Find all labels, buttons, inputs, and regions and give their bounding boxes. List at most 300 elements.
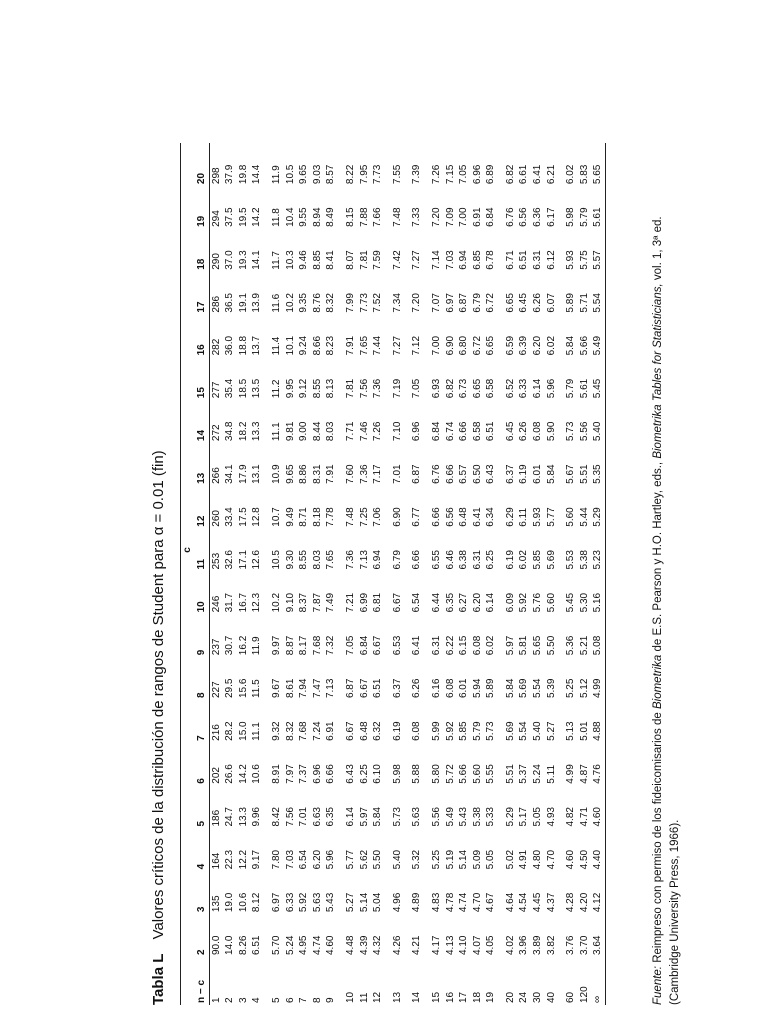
table-cell: 5.16: [591, 572, 605, 615]
table-cell: 8.03: [325, 421, 337, 442]
table-cell: 6.48: [358, 721, 370, 741]
table-cell: 7.13: [325, 678, 337, 699]
table-cell: 4.67: [485, 892, 497, 913]
row-label: 40: [545, 991, 557, 1003]
table-cell: 4.21: [411, 935, 423, 955]
table-cell: 5.97: [504, 635, 516, 656]
row-label: 10: [344, 991, 356, 1003]
table-cell: 4.76: [591, 743, 605, 786]
table-row: [531, 143, 545, 1005]
table-cell: 6.91: [471, 207, 483, 227]
table-cell: 6.50: [471, 464, 483, 484]
column-header: 20: [195, 143, 209, 186]
corner-blank: [181, 957, 196, 1005]
table-cell: 3.89: [532, 935, 544, 955]
table-cell: 34.1: [224, 464, 236, 484]
table-cell: 6.19: [518, 464, 530, 484]
table-row: [209, 143, 223, 1005]
table-cell: 6.01: [458, 678, 470, 699]
table-cell: 5.92: [298, 892, 310, 913]
table-cell: 6.02: [518, 550, 530, 570]
table-row: [297, 143, 311, 1005]
table-cell: 8.07: [344, 250, 356, 270]
row-label: 2: [224, 997, 236, 1003]
table-cell: 4.60: [325, 935, 337, 955]
table-cell: 9.03: [311, 164, 323, 185]
table-cell: 5.56: [578, 421, 590, 442]
table-cell: 8.71: [298, 507, 310, 527]
column-header: 7: [195, 700, 209, 743]
table-cell: 18.5: [237, 378, 249, 399]
table-cell: 6.26: [411, 678, 423, 699]
table-cell: 6.67: [391, 592, 403, 613]
table-cell: 5.60: [471, 764, 483, 784]
table-cell: 5.01: [578, 721, 590, 741]
table-cell: 7.81: [344, 378, 356, 399]
table-cell: 5.84: [504, 678, 516, 699]
table-cell: 7.55: [391, 164, 403, 185]
column-header: 6: [195, 743, 209, 786]
table-cell: 6.87: [458, 293, 470, 313]
table-cell: 5.79: [565, 378, 577, 399]
table-cell: 6.97: [270, 892, 282, 913]
table-cell: 4.02: [504, 935, 516, 955]
table-cell: 8.87: [284, 635, 296, 656]
table-cell: 6.51: [372, 678, 384, 699]
column-header: 18: [195, 229, 209, 272]
table-cell: 4.45: [532, 892, 544, 913]
table-cell: 8.57: [325, 164, 337, 185]
table-cell: 6.54: [411, 592, 423, 613]
table-caption: Valores críticos de la distribución de rangos de Student para α = 0.01 (fin): [150, 450, 167, 940]
table-cell: 5.40: [391, 849, 403, 870]
table-cell: 7.71: [344, 421, 356, 442]
table-cell: 9.49: [284, 507, 296, 527]
table-cell: 8.32: [284, 721, 296, 741]
table-cell: 4.32: [372, 935, 384, 955]
table-cell: 5.38: [471, 807, 483, 827]
table-cell: 5.27: [545, 721, 557, 741]
table-cell: 17.1: [237, 550, 249, 570]
table-row: [371, 143, 385, 1005]
table-cell: 5.98: [565, 207, 577, 227]
table-row: [358, 143, 372, 1005]
table-row: [237, 143, 251, 1005]
footnote: [650, 105, 684, 1005]
table-cell: 13.7: [251, 335, 263, 356]
table-cell: 5.33: [485, 807, 497, 827]
table-cell: 11.2: [270, 379, 282, 399]
table-cell: 37.9: [224, 164, 236, 185]
table-cell: 31.7: [224, 592, 236, 613]
table-cell: 7.56: [358, 378, 370, 399]
table-cell: 6.82: [444, 378, 456, 399]
row-label: 60: [565, 991, 577, 1003]
footnote-text-3: vol. 1, 3ª ed.: [652, 216, 664, 281]
table-cell: 5.57: [591, 229, 605, 272]
table-cell: 11.7: [270, 251, 282, 270]
table-cell: 6.84: [485, 207, 497, 227]
table-cell: 6.80: [458, 335, 470, 356]
table-cell: 6.58: [485, 378, 497, 399]
table-cell: 5.50: [545, 635, 557, 656]
table-cell: 14.2: [237, 764, 249, 784]
table-cell: 5.69: [504, 721, 516, 741]
table-cell: 8.42: [270, 807, 282, 827]
table-cell: 5.80: [430, 764, 442, 784]
column-header: 12: [195, 486, 209, 529]
table-cell: 7.03: [444, 250, 456, 270]
table-cell: 5.02: [504, 849, 516, 870]
table-cell: 11.1: [270, 422, 282, 442]
table-cell: 6.41: [471, 507, 483, 527]
table-cell: 6.31: [532, 250, 544, 270]
table-cell: 24.7: [224, 807, 236, 827]
table-cell: 7.19: [391, 378, 403, 399]
table-cell: 4.20: [578, 892, 590, 913]
table-cell: 5.19: [444, 849, 456, 870]
table-cell: 8.55: [311, 378, 323, 399]
table-cell: 19.3: [237, 250, 249, 270]
table-cell: 6.26: [532, 293, 544, 313]
table-cell: 277: [210, 381, 222, 399]
table-cell: 6.94: [372, 550, 384, 570]
table-cell: 8.22: [344, 164, 356, 185]
table-cell: 14.0: [224, 935, 236, 955]
table-cell: 9.17: [251, 849, 263, 870]
table-cell: 5.90: [545, 421, 557, 442]
table-cell: 7.01: [391, 464, 403, 484]
table-cell: 6.97: [444, 293, 456, 313]
table-row: [578, 143, 592, 1005]
table-cell: 9.30: [284, 550, 296, 570]
table-cell: 5.13: [565, 721, 577, 741]
table-cell: 3.96: [518, 935, 530, 955]
table-cell: 5.14: [458, 849, 470, 870]
table-cell: 4.70: [471, 892, 483, 913]
table-label: Tabla L: [150, 953, 167, 1005]
table-cell: 7.65: [358, 335, 370, 356]
table-cell: 186: [210, 809, 222, 827]
table-body: [209, 143, 605, 1005]
critical-values-table: [180, 143, 606, 1005]
table-cell: 14.1: [251, 250, 263, 270]
table-cell: 6.51: [518, 250, 530, 270]
table-cell: 4.80: [532, 849, 544, 870]
table-cell: 5.84: [372, 807, 384, 827]
table-cell: 6.10: [372, 764, 384, 784]
table-cell: 6.72: [471, 335, 483, 356]
table-cell: 19.8: [237, 164, 249, 185]
table-cell: 5.05: [485, 849, 497, 870]
table-cell: 13.5: [251, 378, 263, 399]
table-cell: 6.66: [325, 764, 337, 784]
row-label: 19: [485, 991, 497, 1003]
table-cell: 19.5: [237, 207, 249, 227]
table-cell: 5.77: [545, 507, 557, 527]
table-row: [457, 143, 471, 1005]
table-cell: 6.14: [532, 378, 544, 399]
table-cell: 6.08: [532, 421, 544, 442]
table-cell: 294: [210, 210, 222, 227]
table-cell: 7.56: [284, 807, 296, 827]
table-cell: 5.96: [545, 378, 557, 399]
table-cell: 5.49: [591, 315, 605, 358]
table-cell: 5.60: [545, 592, 557, 613]
table-cell: 7.05: [458, 164, 470, 185]
table-cell: 7.26: [372, 421, 384, 442]
table-cell: 8.15: [344, 207, 356, 227]
table-row: [284, 143, 298, 1005]
table-cell: 286: [210, 295, 222, 313]
table-cell: 4.07: [471, 935, 483, 955]
table-row: [250, 143, 264, 1005]
table-cell: 6.25: [358, 764, 370, 784]
table-cell: 5.11: [545, 764, 557, 784]
table-cell: 19.1: [237, 293, 249, 313]
table-cell: 10.9: [270, 464, 282, 484]
table-cell: 36.5: [224, 293, 236, 313]
table-cell: 13.3: [251, 421, 263, 442]
table-cell: 8.18: [311, 507, 323, 527]
table-cell: 6.91: [325, 721, 337, 741]
table-cell: 5.61: [591, 186, 605, 229]
table-cell: 7.10: [391, 421, 403, 442]
table-cell: 4.54: [518, 892, 530, 913]
table-cell: 7.37: [298, 764, 310, 784]
table-cell: 5.39: [545, 678, 557, 699]
table-cell: 7.00: [458, 207, 470, 227]
table-cell: 4.40: [591, 829, 605, 872]
table-row: [264, 143, 284, 1005]
table-cell: 8.26: [237, 935, 249, 955]
table-cell: 7.48: [344, 507, 356, 527]
table-row: [484, 143, 498, 1005]
table-cell: 5.27: [344, 892, 356, 913]
table-cell: 13.1: [251, 464, 263, 484]
table-cell: 37.0: [224, 250, 236, 270]
table-cell: 10.6: [237, 892, 249, 913]
table-cell: 6.32: [372, 721, 384, 741]
table-cell: 7.91: [325, 464, 337, 484]
column-header: 10: [195, 572, 209, 615]
table-cell: 6.44: [430, 592, 442, 613]
table-cell: 12.3: [251, 592, 263, 613]
table-row: [223, 143, 237, 1005]
row-label: 24: [518, 991, 530, 1003]
table-cell: 6.61: [518, 164, 530, 185]
table-cell: 4.74: [311, 935, 323, 955]
table-cell: 4.82: [565, 807, 577, 827]
table-cell: 7.09: [444, 207, 456, 227]
column-header: 19: [195, 186, 209, 229]
table-cell: 6.08: [471, 635, 483, 656]
table-cell: 4.83: [430, 892, 442, 913]
table-cell: 6.67: [372, 635, 384, 656]
table-cell: 6.02: [565, 164, 577, 185]
row-label: 8: [311, 997, 323, 1003]
table-cell: 4.60: [591, 786, 605, 829]
table-cell: 5.60: [565, 507, 577, 527]
row-label: 18: [471, 991, 483, 1003]
table-cell: 8.66: [311, 335, 323, 356]
table-cell: 8.61: [284, 678, 296, 699]
table-cell: 7.20: [411, 293, 423, 313]
table-cell: 282: [210, 338, 222, 356]
table-cell: 5.40: [532, 721, 544, 741]
table-cell: 6.77: [411, 507, 423, 527]
table-cell: 4.87: [578, 764, 590, 784]
table-cell: 7.48: [391, 207, 403, 227]
table-cell: 9.55: [298, 207, 310, 227]
table-cell: 6.59: [504, 335, 516, 356]
table-cell: 6.29: [504, 507, 516, 527]
table-cell: 9.00: [298, 421, 310, 442]
row-label: 4: [251, 997, 263, 1003]
table-cell: 11.1: [251, 722, 263, 741]
table-cell: 16.2: [237, 635, 249, 656]
table-cell: 5.77: [344, 849, 356, 870]
table-cell: 9.65: [298, 164, 310, 185]
table-cell: 5.92: [518, 592, 530, 613]
table-cell: 6.25: [485, 550, 497, 570]
table-cell: 5.54: [532, 678, 544, 699]
table-cell: 6.54: [298, 849, 310, 870]
table-cell: 6.41: [411, 635, 423, 656]
table-cell: 3.64: [591, 914, 605, 957]
table-cell: 7.88: [358, 207, 370, 227]
column-header: 3: [195, 871, 209, 914]
table-cell: 6.19: [391, 721, 403, 741]
row-label: 30: [532, 991, 544, 1003]
table-cell: 7.27: [411, 250, 423, 270]
table-cell: 6.55: [430, 550, 442, 570]
table-cell: 260: [210, 510, 222, 527]
table-cell: 5.25: [430, 849, 442, 870]
table-cell: 19.0: [224, 892, 236, 913]
table-cell: 7.15: [444, 164, 456, 185]
table-cell: 6.82: [504, 164, 516, 185]
table-cell: 15.6: [237, 678, 249, 699]
table-cell: 5.97: [358, 807, 370, 827]
table-cell: 3.76: [565, 935, 577, 955]
table-cell: 5.75: [578, 250, 590, 270]
table-cell: 4.26: [391, 935, 403, 955]
table-row: [545, 143, 559, 1005]
table-cell: 7.39: [411, 164, 423, 185]
table-cell: 5.65: [532, 635, 544, 656]
table-cell: 9.67: [270, 678, 282, 699]
row-label: 14: [411, 991, 423, 1003]
table-cell: 7.46: [358, 421, 370, 442]
table-cell: 33.4: [224, 507, 236, 527]
table-cell: 6.66: [411, 550, 423, 570]
table-cell: 6.08: [411, 721, 423, 741]
table-row: [558, 143, 578, 1005]
table-cell: 6.65: [485, 335, 497, 356]
table-cell: 6.65: [504, 293, 516, 313]
table-cell: 28.2: [224, 721, 236, 741]
table-cell: 6.79: [471, 293, 483, 313]
table-cell: 6.33: [284, 892, 296, 913]
table-cell: 3.70: [578, 935, 590, 955]
table-cell: 5.93: [532, 507, 544, 527]
table-cell: 10.1: [284, 335, 296, 356]
table-cell: 5.29: [591, 486, 605, 529]
table-cell: 8.23: [325, 335, 337, 356]
table-cell: 6.02: [485, 635, 497, 656]
table-cell: 7.36: [358, 464, 370, 484]
table-cell: 5.24: [532, 764, 544, 784]
table-cell: 5.67: [565, 464, 577, 484]
table-cell: 6.19: [504, 550, 516, 570]
table-cell: 7.33: [411, 207, 423, 227]
table-cell: 5.35: [591, 443, 605, 486]
footnote-text-1: Reimpreso con permiso de los fideicomisarios de: [652, 712, 664, 963]
table-cell: 10.2: [284, 293, 296, 313]
table-cell: 13.9: [251, 293, 263, 313]
table-cell: 9.10: [284, 592, 296, 613]
table-cell: 5.92: [444, 721, 456, 741]
table-cell: 17.5: [237, 507, 249, 527]
table-cell: 7.01: [298, 807, 310, 827]
column-header: 14: [195, 400, 209, 443]
table-cell: 4.70: [545, 849, 557, 870]
table-cell: 7.12: [411, 335, 423, 356]
table-cell: 6.36: [532, 207, 544, 227]
table-cell: 6.20: [532, 335, 544, 356]
table-cell: 6.22: [444, 635, 456, 656]
table-cell: 5.65: [591, 143, 605, 186]
table-cell: 5.51: [578, 464, 590, 484]
table-cell: 7.68: [311, 635, 323, 656]
table-cell: 6.09: [504, 592, 516, 613]
table-cell: 6.67: [358, 678, 370, 699]
table-cell: 90.0: [210, 935, 222, 955]
table-cell: 13.3: [237, 807, 249, 827]
table-cell: 7.24: [311, 721, 323, 741]
table-title: [150, 450, 167, 1005]
table-cell: 5.12: [578, 678, 590, 699]
table-cell: 5.50: [372, 849, 384, 870]
table-cell: 17.9: [237, 464, 249, 484]
table-cell: 6.26: [518, 421, 530, 442]
row-label: 11: [358, 992, 370, 1003]
table-cell: 6.87: [411, 464, 423, 484]
table-cell: 5.84: [545, 464, 557, 484]
table-cell: 5.69: [545, 550, 557, 570]
table-cell: 6.35: [444, 592, 456, 613]
table-cell: 16.7: [237, 592, 249, 613]
table-cell: 6.93: [430, 378, 442, 399]
table-cell: 7.87: [311, 592, 323, 613]
table-cell: 7.99: [344, 293, 356, 313]
table-cell: 5.25: [565, 678, 577, 699]
table-cell: 5.72: [444, 764, 456, 784]
table-cell: 6.41: [532, 164, 544, 185]
table-cell: 6.02: [545, 335, 557, 356]
table-cell: 8.49: [325, 207, 337, 227]
table-cell: 5.99: [430, 721, 442, 741]
table-cell: 12.6: [251, 550, 263, 570]
table-cell: 36.0: [224, 335, 236, 356]
table-cell: 10.7: [270, 507, 282, 527]
table-cell: 8.03: [311, 550, 323, 570]
table-cell: 8.91: [270, 764, 282, 784]
table-cell: 6.52: [504, 378, 516, 399]
table-cell: 5.38: [578, 550, 590, 570]
table-row: [311, 143, 325, 1005]
